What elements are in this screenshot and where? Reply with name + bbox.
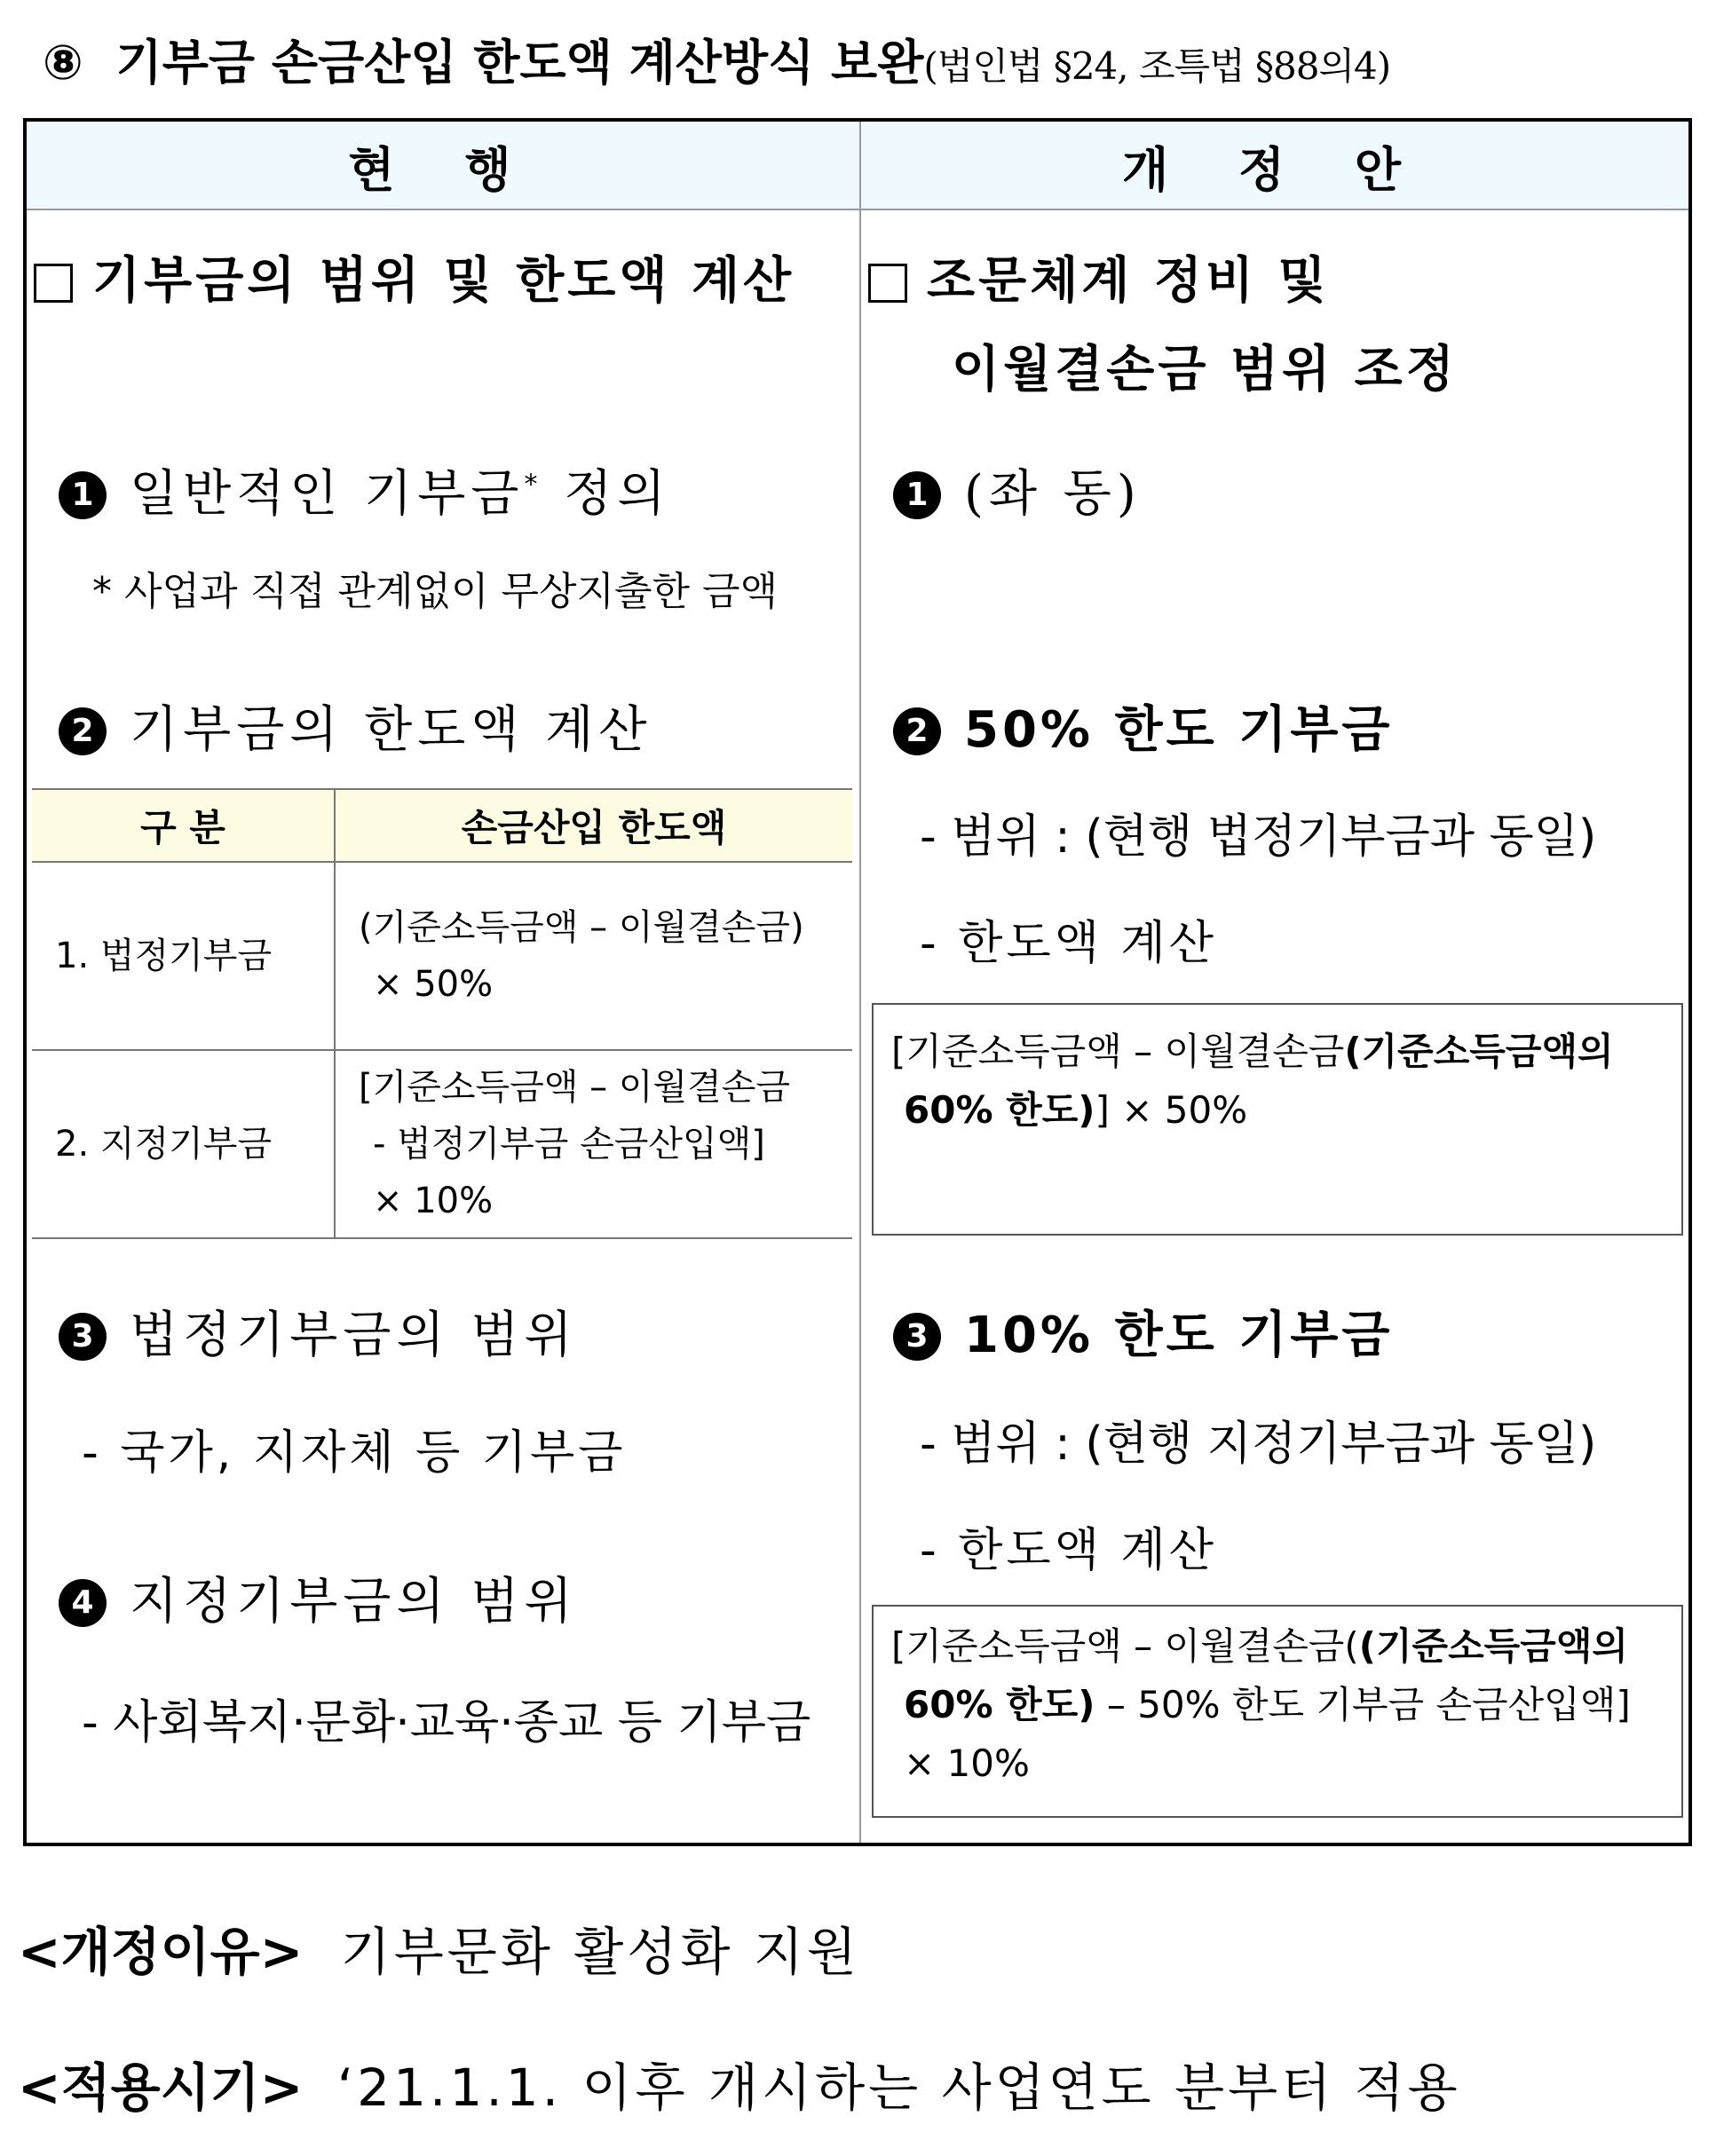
checkbox-square-icon <box>868 264 907 303</box>
table-row <box>32 862 852 1050</box>
number-3-icon: 3 <box>59 1313 107 1361</box>
right-section-heading: 조문체계 정비 및 <box>868 241 1330 312</box>
right-item-2-scope: - 범위 : (현행 법정기부금과 동일) <box>920 810 1597 864</box>
left-item-2 <box>59 691 652 762</box>
number-1-icon: 1 <box>893 471 941 519</box>
row-formula: (기준소득금액 – 이월결손금) × 50% <box>335 862 852 1050</box>
left-section-heading: 기부금의 범위 및 한도액 계산 <box>34 241 795 312</box>
right-item-3-calc: - 한도액 계산 <box>920 1524 1217 1577</box>
reason-text: 기부문화 활성화 지원 <box>340 1922 860 1982</box>
header-current: 현 행 <box>27 122 859 210</box>
left-item-1: 1 일반적인 기부금* 정의 <box>59 454 670 525</box>
left-item-3-title: 법정기부금의 범위 <box>130 1307 578 1364</box>
column-divider <box>859 122 861 1843</box>
table-header-category: 구 분 <box>32 789 335 862</box>
number-4-icon: 4 <box>59 1579 107 1627</box>
left-item-2-title: 기부금의 한도액 계산 <box>130 701 652 759</box>
right-item-1-title: (좌 동) <box>964 465 1142 523</box>
timing-text: ‘21.1.1. 이후 개시하는 사업연도 분부터 적용 <box>336 2057 1461 2118</box>
checkbox-square-icon <box>34 264 73 303</box>
title-number: ⑧ <box>43 35 83 91</box>
right-item-2-title: 50% 한도 기부금 <box>964 701 1394 759</box>
left-item-3 <box>59 1296 578 1367</box>
row-label: 2. 지정기부금 <box>32 1050 335 1238</box>
table-row <box>32 1050 852 1238</box>
amendment-reason <box>18 1910 860 1985</box>
row-formula: [기준소득금액 – 이월결손금 - 법정기부금 손금산입액] × 10% <box>335 1050 852 1238</box>
left-item-4-sub: - 사회복지·문화·교육·종교 등 기부금 <box>82 1696 811 1749</box>
left-item-4-title: 지정기부금의 범위 <box>130 1573 578 1631</box>
right-item-3-scope: - 범위 : (현행 지정기부금과 동일) <box>920 1418 1597 1471</box>
header-divider <box>27 209 1688 210</box>
right-item-3-title: 10% 한도 기부금 <box>964 1307 1394 1364</box>
formula-box-10: [기준소득금액 – 이월결손금((기준소득금액의 60% 한도) – 50% 한도 기부금 손금산입액] × 10% <box>872 1605 1683 1818</box>
right-item-2-calc: - 한도액 계산 <box>920 917 1217 970</box>
number-2-icon: 2 <box>893 707 941 755</box>
number-3-icon: 3 <box>893 1313 941 1361</box>
reason-label: <개정이유> <box>18 1922 304 1982</box>
footnote-mark: * <box>524 469 543 501</box>
left-item-3-sub: - 국가, 지자체 등 기부금 <box>82 1426 627 1480</box>
deduction-limit-table <box>32 788 852 1239</box>
left-item-1-title: 일반적인 기부금 <box>130 465 525 523</box>
right-section-heading-line2: 이월결손금 범위 조정 <box>952 341 1458 399</box>
left-item-4 <box>59 1562 578 1633</box>
right-item-1 <box>893 454 1142 525</box>
right-item-2 <box>893 691 1394 762</box>
formula-box-50: [기준소득금액 – 이월결손금(기준소득금액의 60% 한도)] × 50% <box>872 1003 1683 1236</box>
header-revised: 개 정 안 <box>861 122 1688 210</box>
row-label: 1. 법정기부금 <box>32 862 335 1050</box>
table-header-limit: 손금산입 한도액 <box>335 789 852 862</box>
title-ref: (법인법 §24, 조특법 §88의4) <box>923 44 1391 88</box>
timing-label: <적용시기> <box>18 2057 304 2118</box>
right-item-3 <box>893 1296 1394 1367</box>
left-item-1-note: * 사업과 직접 관계없이 무상지출한 금액 <box>92 569 778 614</box>
number-2-icon: 2 <box>59 707 107 755</box>
title-main: 기부금 손금산입 한도액 계산방식 보완 <box>115 35 924 91</box>
number-1-icon: 1 <box>59 471 107 519</box>
application-timing <box>18 2046 1461 2120</box>
page-title <box>43 25 1390 93</box>
